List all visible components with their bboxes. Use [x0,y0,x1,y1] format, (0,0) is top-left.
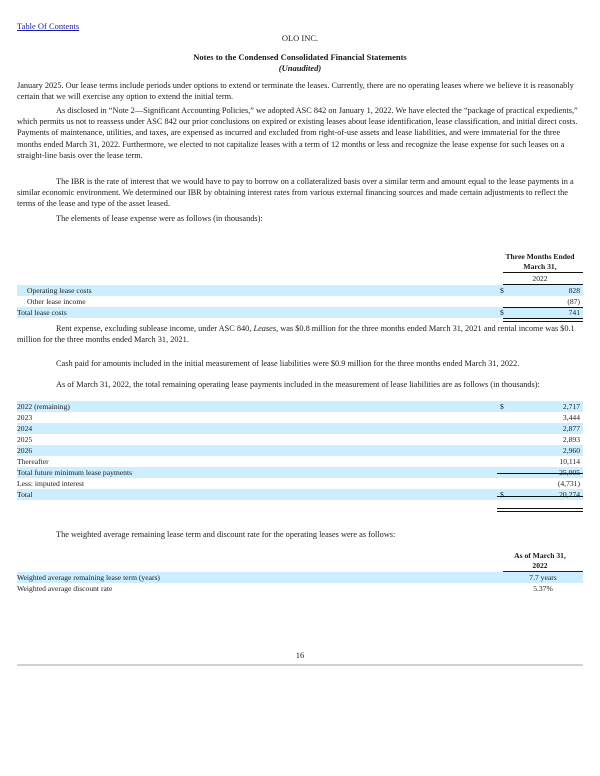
currency-symbol [500,412,512,423]
row-label: 2026 [17,446,33,455]
text: , was $0.8 million for the three months ended March 31, 2021 and rental income was $0.1 million for the three months ended March 31, 2021. [17,324,575,345]
row-value: 2,717 [562,402,580,411]
page-subtitle: (Unaudited) [278,63,322,73]
row-value: 25,005 [559,468,580,477]
lease-expense-year-header: 2022 [532,274,548,283]
table-row [17,489,583,500]
paragraph-asc842-adoption: As disclosed in “Note 2—Significant Accounting Policies,” we adopted ASC 842 on January 1, 2022. We have elected the “package of practical expedients,” which permits us not to reassess under ASC 842 our prior conclusions on expired or existing leases about lease identification, lease classification, and initial direct costs. Payments of maintenance, utilities, and taxes, are expensed as incurred and excluded from right-of-use assets and lease liabilities, and were immaterial for the three months ended March 31, 2022. Furthermore, we elected to not capitalize leases with a term of 12 months or less and recognize the lease expense for such leases on a straight-line basis over the lease term. [17,106,578,160]
row-label: Thereafter [17,457,49,466]
table-of-contents-link[interactable]: Table Of Contents [17,21,80,31]
row-label: 2023 [17,413,33,422]
paragraph-weighted-intro: The weighted average remaining lease term and discount rate for the operating leases were as follows: [56,530,396,539]
currency-symbol [500,445,512,456]
total-double-rule [503,318,583,322]
paragraph-rent-expense [17,323,583,345]
row-value: 3,444 [562,413,580,422]
page-number: 16 [295,650,305,660]
currency-symbol [500,434,512,445]
currency-symbol [500,478,512,489]
row-label: Other lease income [27,297,86,306]
table-row [17,412,583,423]
currency-symbol [500,456,512,467]
currency-symbol [500,296,512,307]
row-value: 10,114 [559,457,580,466]
currency-symbol: $ [500,308,504,317]
header-line-1: Three Months Ended [505,252,575,261]
row-label: 2025 [17,435,33,444]
header-line-2: 2022 [532,560,548,570]
company-name: OLO INC. [281,33,319,43]
row-label: Total future minimum lease payments [17,468,133,477]
subtotal-rule-2 [497,496,583,497]
table-row [17,401,583,412]
row-label: Less: imputed interest [17,479,85,488]
table-row [17,583,583,594]
subtotal-rule [503,307,583,308]
table-row [17,456,583,467]
row-label: Total lease costs [17,308,67,317]
currency-symbol: $ [500,402,504,411]
paragraph-maturity-intro: As of March 31, 2022, the total remaining operating lease payments included in the measurement of lease liabilities are as follows (in thousands): [56,380,540,389]
row-value: 2,877 [562,424,580,433]
total-double-rule [497,508,583,512]
table-row [17,423,583,434]
row-label: Weighted average discount rate [17,584,113,593]
paragraph-ibr: The IBR is the rate of interest that we would have to pay to borrow on a collateralized basis over a similar term and amount equal to the lease payments in a similar economic environment. We determined our IBR by obtaining interest rates from various external financing sources and made certain adjustments to reflect the terms of the lease and type of the asset leased. [17,177,574,209]
header-line-1: As of March 31, [514,551,566,560]
lease-maturity-table [17,401,583,500]
currency-symbol [500,423,512,434]
row-label: Operating lease costs [27,286,92,295]
row-label: Weighted average remaining lease term (years) [17,573,160,582]
table-row [17,445,583,456]
table-row [17,434,583,445]
page-divider [17,664,583,666]
table-row [17,296,583,307]
text: Rent expense, excluding sublease income, under ASC 840, [56,324,254,333]
currency-symbol: $ [500,490,504,499]
row-value: 7.7 years [529,573,557,582]
paragraph-lease-expense-intro: The elements of lease expense were as follows (in thousands): [56,214,263,223]
header-line-2: March 31, [523,261,557,271]
lease-expense-column-header [497,252,583,271]
row-value: 741 [568,308,580,317]
row-value: (4,731) [557,479,580,488]
table-row [17,478,583,489]
table-row [17,572,583,583]
row-value: 2,960 [562,446,580,455]
row-label: Total [17,490,33,499]
row-label: 2024 [17,424,33,433]
row-label: 2022 (remaining) [17,402,70,411]
row-value: (87) [567,297,580,306]
subtotal-rule [497,473,583,474]
row-value: 20,274 [559,490,580,499]
italic-text: Leases [253,324,277,333]
paragraph-lease-terms: January 2025. Our lease terms include periods under options to extend or terminate the leases. Currently, there are no operating leases where we believe it is reasonably certain that we will exercise any option to extend the initial term. [17,81,574,102]
row-value: 828 [568,286,580,295]
currency-symbol: $ [500,286,504,295]
header-rule [503,272,583,273]
page-title: Notes to the Condensed Consolidated Financial Statements [193,52,407,62]
lease-expense-table [17,285,583,318]
table-row [17,285,583,296]
row-value: 2,893 [562,435,580,444]
weighted-average-table [17,572,583,594]
row-value: 5.37% [533,584,553,593]
weighted-column-header [497,551,583,570]
table-row [17,307,583,318]
paragraph-cash-paid: Cash paid for amounts included in the initial measurement of lease liabilities were $0.9 million for the three months ended March 31, 2022. [56,359,520,368]
